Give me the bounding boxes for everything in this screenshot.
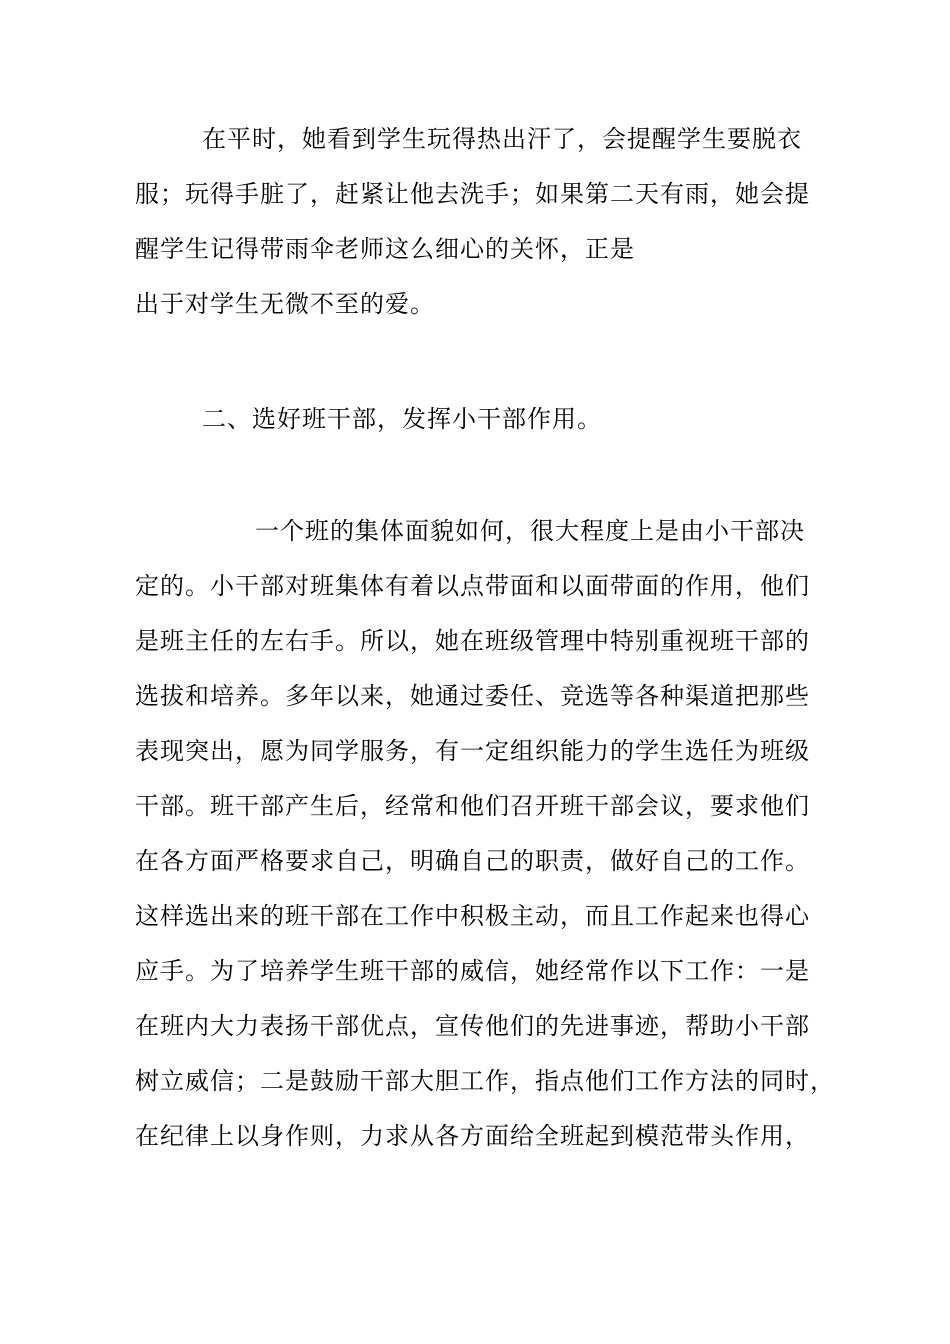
paragraph-2-line-1: 一个班的集体面貌如何，很大程度上是由小干部决 bbox=[255, 517, 805, 545]
paragraph-2-line-6: 干部。班干部产生后，经常和他们召开班干部会议，要求他们 bbox=[135, 792, 810, 820]
paragraph-2-line-7: 在各方面严格要求自己，明确自己的职责，做好自己的工作。 bbox=[135, 847, 810, 875]
paragraph-2-line-10: 在班内大力表扬干部优点，宣传他们的先进事迹，帮助小干部 bbox=[135, 1012, 810, 1040]
paragraph-2-line-12: 在纪律上以身作则，力求从各方面给全班起到模范带头作用， bbox=[135, 1122, 810, 1150]
paragraph-1-line-2: 服；玩得手脏了，赶紧让他去洗手；如果第二天有雨，她会提 bbox=[135, 180, 810, 208]
paragraph-1-line-1: 在平时，她看到学生玩得热出汗了，会提醒学生要脱衣 bbox=[202, 125, 802, 153]
section-heading: 二、选好班干部，发挥小干部作用。 bbox=[202, 405, 602, 433]
paragraph-2-line-11: 树立威信；二是鼓励干部大胆工作，指点他们工作方法的同时， bbox=[135, 1067, 835, 1095]
paragraph-2-line-5: 表现突出，愿为同学服务，有一定组织能力的学生选任为班级 bbox=[135, 737, 810, 765]
paragraph-2-line-2: 定的。小干部对班集体有着以点带面和以面带面的作用，他们 bbox=[135, 572, 810, 600]
paragraph-2-line-3: 是班主任的左右手。所以，她在班级管理中特别重视班干部的 bbox=[135, 627, 810, 655]
paragraph-1-line-3: 醒学生记得带雨伞老师这么细心的关怀，正是 bbox=[135, 235, 635, 263]
paragraph-2-line-8: 这样选出来的班干部在工作中积极主动，而且工作起来也得心 bbox=[135, 902, 810, 930]
paragraph-1-line-4: 出于对学生无微不至的爱。 bbox=[135, 290, 435, 318]
paragraph-2-line-9: 应手。为了培养学生班干部的威信，她经常作以下工作：一是 bbox=[135, 957, 810, 985]
paragraph-2-line-4: 选拔和培养。多年以来，她通过委任、竞选等各种渠道把那些 bbox=[135, 682, 810, 710]
